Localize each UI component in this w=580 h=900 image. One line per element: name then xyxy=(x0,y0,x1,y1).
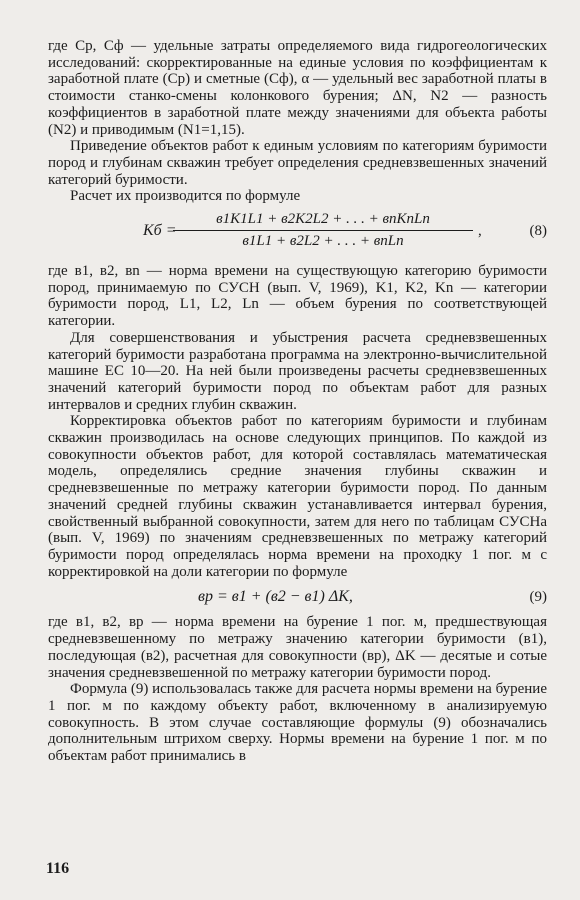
formula-fraction xyxy=(173,211,473,249)
formula-expression: вр = в1 + (в2 − в1) ΔK, xyxy=(198,588,353,606)
formula-lhs: Kб = xyxy=(143,222,177,240)
paragraph: Формула (9) использовалась также для расчета нормы времени на бурение 1 пог. м по каждому объекту работ, включенному в анализируемую совокупность. В этом случае составляющие формулы (9) обозначались дополнительным штрихом сверху. Нормы времени на бурение 1 пог. м по объектам работ принимались в xyxy=(48,681,547,765)
formula-denominator: в1L1 + в2L2 + . . . + вnLn xyxy=(242,232,404,249)
equation-number: (8) xyxy=(529,223,547,240)
formula-9 xyxy=(48,584,547,612)
page-number: 116 xyxy=(46,860,70,877)
formula-8 xyxy=(48,209,547,257)
paragraph: Приведение объектов работ к единым условиям по категориям буримости пород и глубинам скважин требует определения средневзвешенных значений категорий буримости. xyxy=(48,138,547,188)
paragraph: Расчет их производится по формуле xyxy=(70,188,301,205)
formula-comma: , xyxy=(478,223,482,240)
paragraph: где Cр, Cф — удельные затраты определяемого вида гидрогеологических исследований: скорректированные на единые условия по коэффициентам к заработной плате (Cр) и сметные (Cф), α — удельный вес заработной платы в стоимости станко-смены колонкового бурения; ΔN, N2 — разность коэффициентов в заработной плате между значениями для объекта работы (N2) и приводимым (N1=1,15). xyxy=(48,38,547,138)
paragraph: Корректировка объектов работ по категориям буримости и глубинам скважин производилась на основе следующих принципов. По каждой из совокупности объектов работ, для которой составлялась математическая модель, определялись средние значения глубины скважин и средневзвешенные по метражу категории буримости пород. По данным значений средней глубины скважин устанавливается интервал бурения, свойственный выбранной совокупности, затем для него по таблицам СУСНа (вып. V, 1969) по значениям средневзвешенных по метражу категорий буримости пород определялась норма времени на проходку 1 пог. м с корректировкой на доли категории по формуле xyxy=(48,413,547,580)
paragraph: где в1, в2, вn — норма времени на существующую категорию буримости пород, принимаемую по СУСН (вып. V, 1969), K1, K2, Kn — категории буримости пород, L1, L2, Ln — объем бурения по соответствующей категории. xyxy=(48,263,547,330)
equation-number: (9) xyxy=(529,589,547,606)
paragraph: где в1, в2, вр — норма времени на бурение 1 пог. м, предшествующая средневзвешенному по метражу значению категории буримости (в1), последующая (в2), расчетная для совокупности (вр), ΔK — десятые и сотые значения средневзвешенной по метражу категории буримости пород. xyxy=(48,614,547,681)
paragraph: Для совершенствования и убыстрения расчета средневзвешенных категорий буримости разработана программа на электронно-вычислительной машине ЕС 10—20. На ней были произведены расчеты средневзвешенных значений категорий буримости пород по объектам работ для разных интервалов и средних глубин скважин. xyxy=(48,329,547,413)
body-text xyxy=(48,38,547,765)
formula-numerator: в1K1L1 + в2K2L2 + . . . + вnKnLn xyxy=(173,211,473,231)
